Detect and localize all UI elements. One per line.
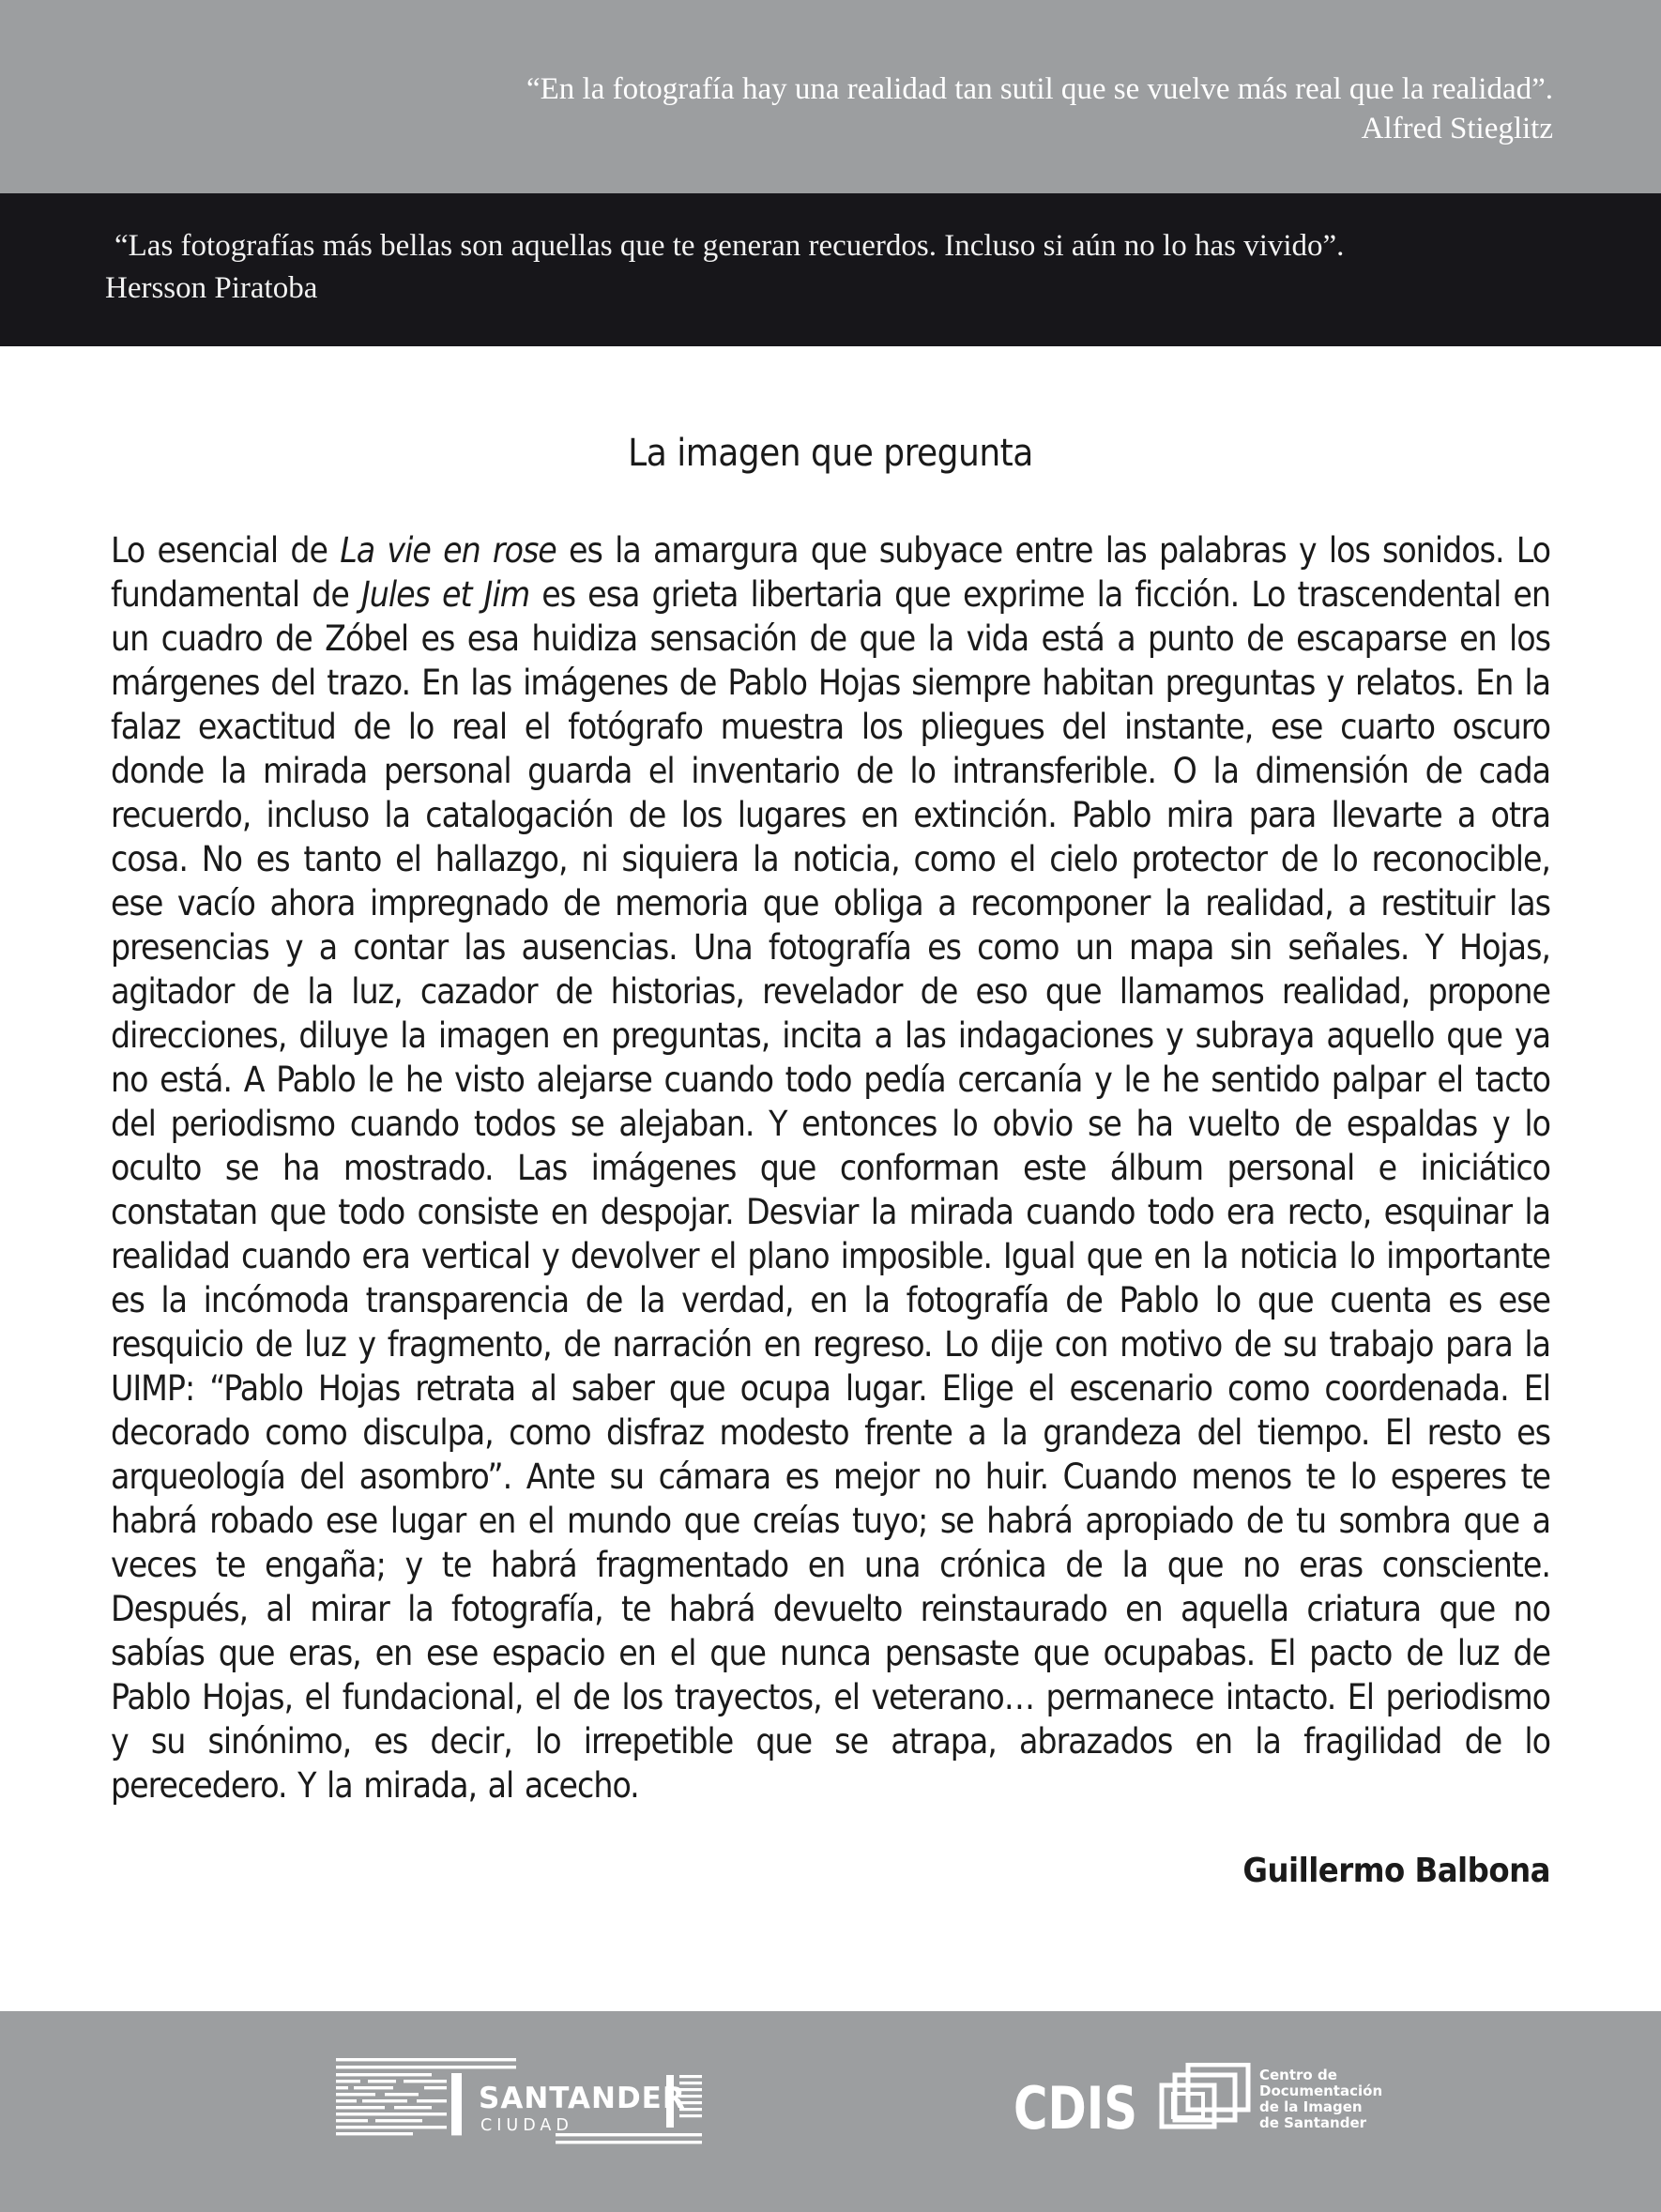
- santander-ciudad-logo: [336, 2058, 704, 2151]
- cdis-caption-line: de la Imagen: [1259, 2098, 1363, 2115]
- stacked-photos-icon: [1162, 2065, 1248, 2127]
- cdis-logo-icon: [1013, 2063, 1384, 2152]
- stieglitz-quote-block: [0, 69, 1553, 148]
- header-quote-band: [0, 0, 1661, 193]
- black-quote-band: [0, 193, 1661, 346]
- cdis-logo-name: CDIS: [1013, 2074, 1137, 2143]
- cdis-caption-line: Documentación: [1259, 2082, 1383, 2099]
- body-text-segment: es la amargura que subyace entre las palabras y los sonidos. Lo fundamental de: [111, 530, 1551, 615]
- cdis-caption-line: de Santander: [1259, 2114, 1367, 2131]
- santander-logo-subtitle: CIUDAD: [480, 2116, 573, 2135]
- footer-logo-band: [0, 2011, 1661, 2212]
- santander-logo-name: SANTANDER: [479, 2082, 686, 2115]
- body-text-segment-italic: Jules et Jim: [360, 574, 530, 615]
- body-text-segment: es esa grieta libertaria que exprime la ficción. Lo trascendental en un cuadro de Zóbel es esa huidiza sensación de que la vida está a punto de escaparse en los márgenes del trazo. En las imágenes de Pablo Hojas siempre habitan preguntas y relatos. En la falaz exactitud de lo real el fotógrafo muestra los pliegues del instante, ese cuarto oscuro donde la mirada personal guarda el inventario de lo intransferible. O la dimensión de cada recuerdo, incluso la catalogación de los lugares en extinción. Pablo mira para llevarte a otra cosa. No es tanto el hallazgo, ni siquiera la noticia, como el cielo protector de lo reconocible, ese vacío ahora impregnado de memoria que obliga a recomponer la realidad, a restituir las presencias y a contar las ausencias. Una fotografía es como un mapa sin señales. Y Hojas, agitador de la luz, cazador de historias, revelador de eso que llamamos realidad, propone direcciones, diluye la imagen en preguntas, incita a las indagaciones y subraya aquello que ya no está. A Pablo le he visto alejarse cuando todo pedía cercanía y le he sentido palpar el tacto del periodismo cuando todos se alejaban. Y entonces lo obvio se ha vuelto de espaldas y lo oculto se ha mostrado. Las imágenes que conforman este álbum personal e iniciático constatan que todo consiste en despojar. Desviar la mirada cuando todo era recto, esquinar la realidad cuando era vertical y devolver el plano imposible. Igual que en la noticia lo importante es la incómoda transparencia de la verdad, en la fotografía de Pablo lo que cuenta es ese resquicio de luz y fragmento, de narración en regreso. Lo dije con motivo de su trabajo para la UIMP: “Pablo Hojas retrata al saber que ocupa lugar. Elige el escenario como coordenada. El decorado como disculpa, como disfraz modesto frente a la grandeza del tiempo. El resto es arqueología del asombro”. Ante su cámara es mejor no huir. Cuando menos te lo esperes te habrá robado ese lugar en el mundo que creías tuyo; se habrá apropiado de tu sombra que a veces te engaña; y te habrá fragmentado en una crónica de la que no eras consciente. Después, al mirar la fotografía, te habrá devuelto reinstaurado en aquella criatura que no sabías que eras, en ese espacio en el que nunca pensaste que ocupabas. El pacto de luz de Pablo Hojas, el fundacional, el de los trayectos, el veterano… permanece intacto. El periodismo y su sinónimo, es decir, lo irrepetible que se atrapa, abrazados en la fragilidad de lo perecedero. Y la mirada, al acecho.: [111, 574, 1551, 1806]
- article-body: [111, 528, 1550, 1808]
- body-text-segment-italic: La vie en rose: [340, 530, 556, 571]
- piratoba-quote-block: [105, 225, 1661, 310]
- body-text-segment: Lo esencial de: [111, 530, 341, 571]
- cdis-logo: [1013, 2063, 1384, 2156]
- stieglitz-attribution: Alfred Stieglitz: [1361, 112, 1553, 145]
- article: [0, 431, 1661, 1892]
- article-title: La imagen que pregunta: [628, 432, 1033, 475]
- stieglitz-quote-text: “En la fotografía hay una realidad tan sutil que se vuelve más real que la realidad”.: [526, 72, 1553, 106]
- santander-lines-icon: [336, 2058, 704, 2147]
- cdis-caption-line: Centro de: [1259, 2067, 1337, 2083]
- piratoba-attribution: Hersson Piratoba: [105, 271, 318, 305]
- piratoba-quote-text: “Las fotografías más bellas son aquellas que te generan recuerdos. Incluso si aún no lo has vivido”.: [114, 229, 1345, 263]
- author-signature: Guillermo Balbona: [1242, 1852, 1550, 1890]
